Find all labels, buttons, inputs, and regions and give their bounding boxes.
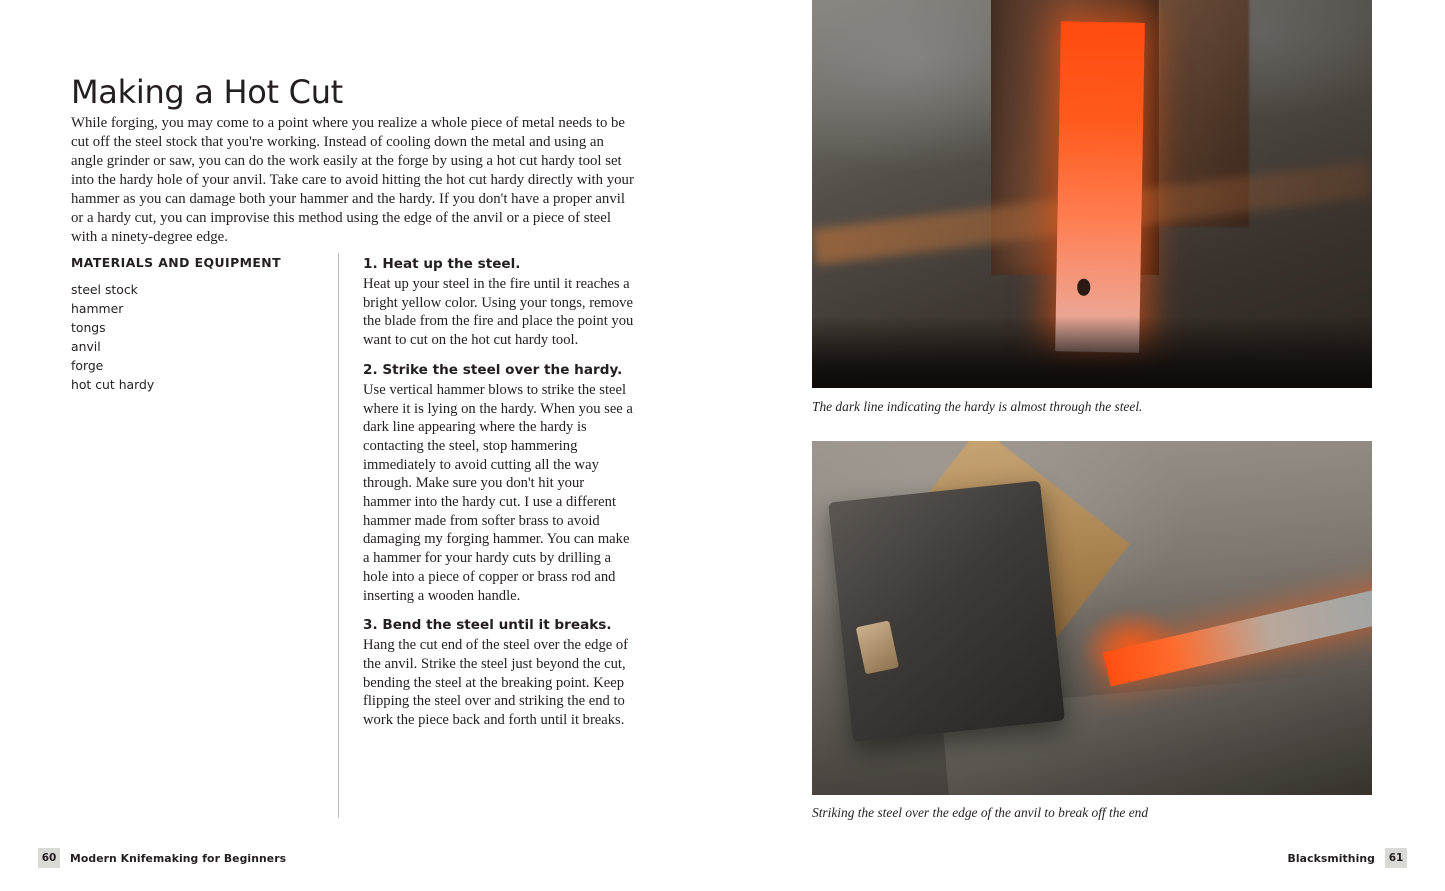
page-number: 60 bbox=[38, 848, 60, 868]
steps-column bbox=[363, 255, 635, 741]
page-number: 61 bbox=[1385, 848, 1407, 868]
materials-section bbox=[71, 255, 301, 394]
step-body: Heat up your steel in the fire until it reaches a bright yellow color. Using your tongs, remove the blade from the fire and place the point you want to cut on the hot cut hardy tool. bbox=[363, 276, 634, 349]
photo-caption: The dark line indicating the hardy is almost through the steel. bbox=[812, 399, 1143, 414]
photo-vignette bbox=[812, 316, 1372, 388]
hammer-head-shape bbox=[828, 480, 1065, 742]
step-3 bbox=[363, 616, 635, 730]
column-divider bbox=[338, 253, 339, 818]
step-title: 3. Bend the steel until it breaks. bbox=[363, 617, 612, 634]
right-page-footer bbox=[1288, 848, 1407, 868]
list-item: tongs bbox=[71, 320, 106, 335]
hammer-face-shape bbox=[856, 620, 899, 674]
right-page bbox=[722, 0, 1445, 891]
materials-heading: MATERIALS AND EQUIPMENT bbox=[71, 255, 282, 270]
step-title: 2. Strike the steel over the hardy. bbox=[363, 361, 623, 378]
list-item: anvil bbox=[71, 339, 101, 354]
list-item: forge bbox=[71, 358, 104, 373]
step-1 bbox=[363, 255, 635, 350]
hammer-striking-steel-photo bbox=[812, 441, 1372, 795]
step-2 bbox=[363, 361, 635, 605]
left-page-footer bbox=[38, 848, 286, 868]
step-title: 1. Heat up the steel. bbox=[363, 256, 521, 272]
glowing-steel-shape bbox=[1056, 21, 1146, 352]
list-item: steel stock bbox=[71, 282, 138, 297]
step-body: Use vertical hammer blows to strike the steel where it is lying on the hardy. When you see a dark line appearing where the hardy is contacting the steel, stop hammering immediately to avoid cutting all the way through. Make sure you don't hit your hammer into the hardy cut. I use a different hammer made from softer brass to avoid damaging my forging hammer. You can make a hammer for your hardy cuts by drilling a hole into a piece of copper or brass rod and inserting a wooden handle. bbox=[363, 381, 633, 604]
section-title-footer: Blacksmithing bbox=[1287, 851, 1375, 865]
book-title-footer: Modern Knifemaking for Beginners bbox=[70, 851, 287, 865]
page-title: Making a Hot Cut bbox=[71, 73, 343, 112]
list-item: hot cut hardy bbox=[71, 377, 155, 392]
materials-list bbox=[71, 280, 301, 394]
list-item: hammer bbox=[71, 301, 124, 316]
intro-paragraph: While forging, you may come to a point where you realize a whole piece of metal needs to be cut off the steel stock that you're working. Instead of cooling down the metal and using an angle grinder or saw, you can do the work easily at the forge by using a hot cut hardy tool set into the hardy hole of your anvil. Take care to avoid hitting the hot cut hardy directly with your hammer as you can damage both your hammer and the hardy. If you don't have a proper anvil or a hardy cut, you can improvise this method using the edge of the anvil or a piece of steel with a ninety-degree edge. bbox=[71, 114, 634, 245]
hot-steel-on-hardy-photo bbox=[812, 0, 1372, 388]
step-body: Hang the cut end of the steel over the edge of the anvil. Strike the steel just beyond the cut, bending the steel at the breaking point. Keep flipping the steel over and striking the end to work the piece back and forth until it breaks. bbox=[363, 637, 629, 729]
photo-caption: Striking the steel over the edge of the anvil to break off the end bbox=[812, 805, 1149, 820]
left-page bbox=[0, 0, 722, 891]
